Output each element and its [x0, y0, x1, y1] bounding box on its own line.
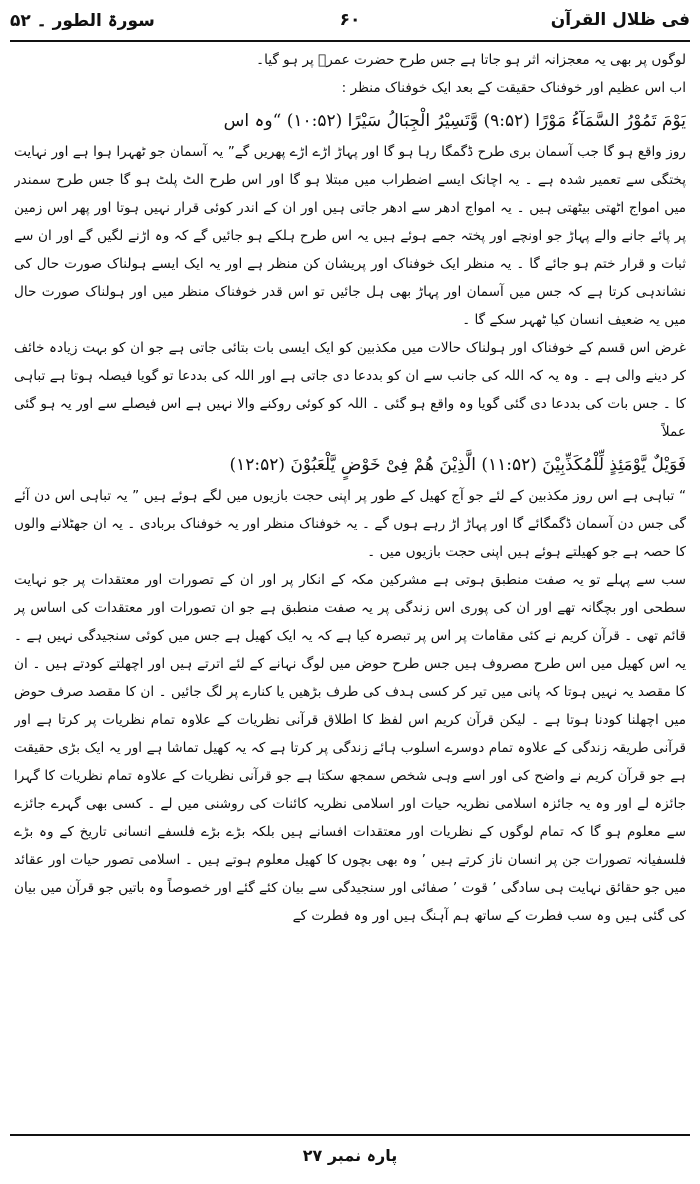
paragraph: اب اس عظیم اور خوفناک حقیقت کے بعد ایک خوفناک منظر :	[341, 80, 686, 96]
page-body	[14, 46, 686, 1130]
para-number-footer: پارہ نمبر ۲۷	[302, 1146, 398, 1165]
paragraph: غرض اس قسم کے خوفناک اور ہولناک حالات میں مکذبین کو ایک ایسی بات بتائی جاتی ہے جو ان کو بہت زیادہ خائف کر دینے والی ہے ۔ وہ یہ کہ اللہ کی جانب سے ان کو بددعا دی جاتی ہے اور اللہ کی بددعا تو گویا فیصلہ ہوتا ہے تباہی کا ۔ جس بات کی بددعا دی گئی گویا وہ واقع ہو گئی ۔ اللہ کو کوئی روکنے والا نہیں ہے اس فیصلے سے اور یہ ہو گئی عملاً	[14, 340, 686, 440]
book-title: فی ظلال القرآن	[550, 10, 690, 30]
header-divider	[10, 40, 690, 42]
quran-verse: یَوْمَ تَمُوْرُ السَّمَآءُ مَوْرًا (۹:۵۲) وَّتَسِیْرُ الْجِبَالُ سَیْرًا (۱۰:۵۲) “وہ اس	[223, 111, 686, 131]
page-header	[10, 6, 690, 36]
paragraph: روز واقع ہو گا جب آسمان بری طرح ڈگمگا رہا ہو گا اور پہاڑ اڑے اڑے پھریں گے” یہ آسمان جو ٹھہرا ہوا ہے اور نہایت پختگی سے تعمیر شدہ ہے ۔ یہ اچانک ایسے اضطراب میں مبتلا ہو گا اور اس طرح الٹ پلٹ ہو گا جس طرح سمندر میں امواج اٹھتی بیٹھتی ہیں ۔ یہ امواج ادھر سے ادھر جاتی ہیں اور ان کے اندر کوئی قرار نہیں ہوتا اور پھر اس زمین پر پائے جانے والے پہاڑ جو اونچے اور پختہ جمے ہوئے ہیں یہ اس طرح ہلکے ہو جائیں گے کہ وہ اڑنے لگیں گے اور ان سے ثبات و قرار ختم ہو جائے گا ۔ یہ منظر ایک خوفناک اور پریشان کن منظر ہے اور یہ ایک ایسے ہولناک صورت حال کی نشاندہی کرتا ہے کہ جس میں آسمان اور پہاڑ بھی ہل جائیں تو اس قدر خوفناک منظر میں اور ہولناک صورت حال میں یہ ضعیف انسان کیا ٹھہر سکے گا ۔	[14, 144, 686, 328]
paragraph: “ تباہی ہے اس روز مکذبین کے لئے جو آج کھیل کے طور پر اپنی حجت بازیوں میں لگے ہوئے ہیں ” یہ تباہی اس دن آئے گی جس دن آسمان ڈگمگائے گا اور پہاڑ اڑ رہے ہوں گے ۔ یہ خوفناک منظر اور یہ خوفناک بربادی ۔ یہ ان جھٹلانے والوں کا حصہ ہے جو کھیلتے ہوئے ہیں اپنی حجت بازیوں میں ۔	[14, 488, 686, 560]
paragraph: لوگوں پر بھی یہ معجزانہ اثر ہو جاتا ہے جس طرح حضرت عمرؓ پر ہو گیا۔	[256, 52, 686, 68]
quran-verse: فَوَیْلٌ یَّوْمَئِذٍ لِّلْمُکَذِّبِیْنَ (۱۱:۵۲) الَّذِیْنَ ھُمْ فِیْ خَوْضٍ یَّلْعَبُوْنَ (۱۲:۵۲)	[229, 455, 686, 475]
footer-divider	[10, 1134, 690, 1136]
page-number: ۶۰	[339, 10, 361, 30]
surah-label: سورۃ الطور ۔ ۵۲	[10, 11, 155, 31]
paragraph: سب سے پہلے تو یہ صفت منطبق ہوتی ہے مشرکین مکہ کے انکار پر اور ان کے تصورات اور معتقدات پر جو نہایت سطحی اور بچگانہ تھے اور ان کی پوری اس زندگی پر یہ صفت منطبق ہے جو ان تصورات اور معتقدات کی اساس پر قائم تھی ۔ قرآن کریم نے کئی مقامات پر اس پر تبصرہ کیا ہے کہ یہ ایک کھیل ہے جس میں کوئی سنجیدگی نہیں ہے ۔ یہ اس کھیل میں اس طرح مصروف ہیں جس طرح حوض میں لوگ نہانے کے لئے اترتے ہیں اور اچھلتے کودتے ہیں ۔ ان کا مقصد یہ نہیں ہوتا کہ پانی میں تیر کر کسی ہدف کی طرف بڑھیں یا کنارے پر لگ جائیں ۔ ان کا مقصد صرف حوض میں اچھلنا کودنا ہوتا ہے ۔ لیکن قرآن کریم اس لفظ کا اطلاق قرآنی نظریات کے علاوہ تمام نظریات پر کرتا ہے اور قرآنی طریقہ زندگی کے علاوہ تمام دوسرے اسلوب ہائے زندگی پر کرتا ہے کہ یہ کھیل تماشا ہے اور یہ ایک بڑی حقیقت ہے جو قرآن کریم نے واضح کی اور اسے وہی شخص سمجھ سکتا ہے جو قرآنی نظریات کے علاوہ تمام نظریات کا گہرا جائزہ لے اور وہ یہ جائزہ اسلامی نظریہ حیات اور اسلامی نظریہ کائنات کی روشنی میں لے ۔ کسی بھی گہرے جائزے سے معلوم ہو گا کہ تمام لوگوں کے نظریات اور معتقدات افسانے ہیں بلکہ بڑے بڑے فلسفے انسانی تاریخ کے وہ بڑے فلسفیانہ تصورات جن پر انسان ناز کرتے ہیں ’ وہ بھی بچوں کا کھیل معلوم ہوتے ہیں ۔ اسلامی تصور حیات اور عقائد میں جو حقائق نہایت ہی سادگی ’ قوت ’ صفائی اور سنجیدگی سے بیان کئے گئے اور خصوصاً وہ باتیں جو قرآن میں بیان کی گئی ہیں وہ سب فطرت کے ساتھ ہم آہنگ ہیں اور وہ فطرت کے	[14, 572, 686, 924]
